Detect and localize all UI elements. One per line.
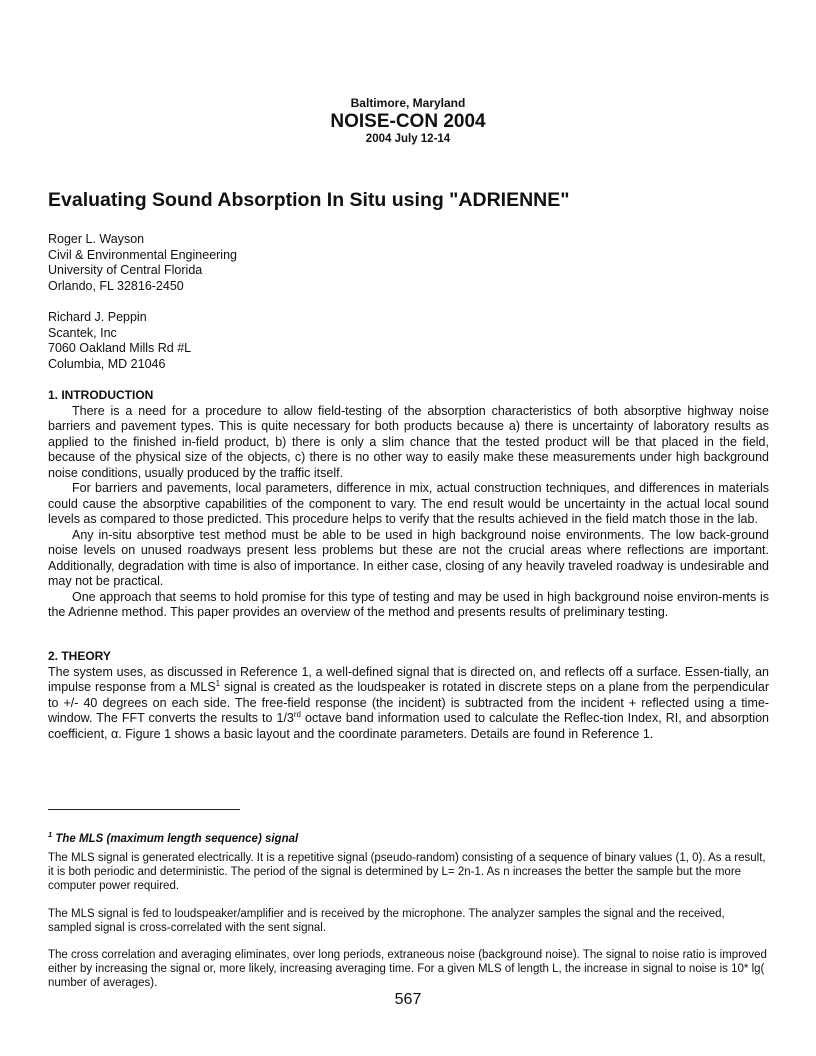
footnote-marker: 1 [48,830,53,840]
author-affiliation-line: Civil & Environmental Engineering [48,247,237,262]
author-affiliation-line: University of Central Florida [48,263,203,277]
footnote-ref: 1 [215,678,221,688]
section-heading: 1. INTRODUCTION [48,388,154,402]
paragraph: There is a need for a procedure to allow field-testing of the absorption characteristics of both absorptive highway noise barriers and pavement types. This is quite necessary for both products because a) there is uncertainty of laboratory results as applied to the finished in-field product, b) there is only a slim chance that the tested product will be that placed in the field, because of the physical size of the objects, c) there is no other way to easily make these measurements under high background noise conditions, usually produced by the traffic itself. [48,403,769,480]
paragraph [48,665,769,743]
author-name: Richard J. Peppin [48,310,147,324]
page-number: 567 [394,991,422,1008]
author-block-1 [48,232,237,294]
section-heading: 2. THEORY [48,649,111,663]
conference-header [0,96,816,146]
paragraph: Any in-situ absorptive test method must be able to be used in high background noise environments. The low back-ground noise levels on unused roadways present less problems but these are not the crucial areas where reflections are important. Additionally, degradation with time is also of importance. In either case, closing of any heavily traveled roadway is undesirable and may not be practical. [48,527,769,588]
text-run: signal is created as the loudspeaker is rotated in discrete steps on a plane from the perpendicular to +/- 40 degrees on each side. The free-field response (the incident) is subtracted from the incident + reflected using a time-window. The FFT converts the results to 1/3 [48,680,769,725]
footnote-title [48,832,298,846]
footnote-paragraph: The MLS signal is fed to loudspeaker/amplifier and is received by the microphone. The analyzer samples the signal and the received, sampled signal is cross-correlated with the sent signal. [48,908,725,934]
author-affiliation-line: Scantek, Inc [48,325,117,340]
section-introduction [48,388,769,621]
footnote-paragraph: The MLS signal is generated electrically. It is a repetitive signal (pseudo-random) consisting of a sequence of binary values (1, 0). As a result, it is both periodic and deterministic. The period of the signal is determined by L= 2n-1. As n increases the better the sample but the more computer power required. [48,852,766,892]
author-name: Roger L. Wayson [48,232,145,246]
author-affiliation-line: 7060 Oakland Mills Rd #L [48,341,192,355]
text-run: octave band information used to calculate the Reflec-tion Index, RI, and absorption coefficient, α. Figure 1 shows a basic layout and the coordinate parameters. Details are found in Reference 1. [48,711,770,741]
footnote-title-text: The MLS (maximum length sequence) signal [55,833,299,845]
conference-dates: 2004 July 12-14 [365,133,451,145]
paragraph: One approach that seems to hold promise for this type of testing and may be used in high background noise environ-ments is the Adrienne method. This paper provides an overview of the method and presents results of preliminary testing. [48,589,769,619]
section-theory [48,649,769,742]
conference-location: Baltimore, Maryland [350,96,466,110]
paper-title: Evaluating Sound Absorption In Situ using "ADRIENNE" [48,189,570,211]
author-affiliation-line: Columbia, MD 21046 [48,356,166,371]
superscript: rd [293,709,301,719]
footnote-separator [48,809,240,810]
footnote-paragraph: The cross correlation and averaging eliminates, over long periods, extraneous noise (background noise). The signal to noise ratio is improved either by increasing the signal or, more likely, increasing averaging time. For a given MLS of length L, the increase in signal to noise is 10* lg( number of averages). [48,949,767,989]
text-run: The system uses, as discussed in Reference 1, a well-defined signal that is directed on, and reflects off a surface. Essen-tially, an impulse response from a MLS [48,664,769,694]
author-affiliation-line: Orlando, FL 32816-2450 [48,278,184,293]
conference-name: NOISE-CON 2004 [330,111,486,132]
paragraph: For barriers and pavements, local parameters, difference in mix, actual construction techniques, and differences in materials could cause the absorptive capabilities of the component to vary. The end result would be uncertainty in the actual local sound levels as compared to those predicted. This procedure helps to verify that the results achieved in the field match those in the lab. [48,481,769,526]
author-block-2 [48,310,191,372]
